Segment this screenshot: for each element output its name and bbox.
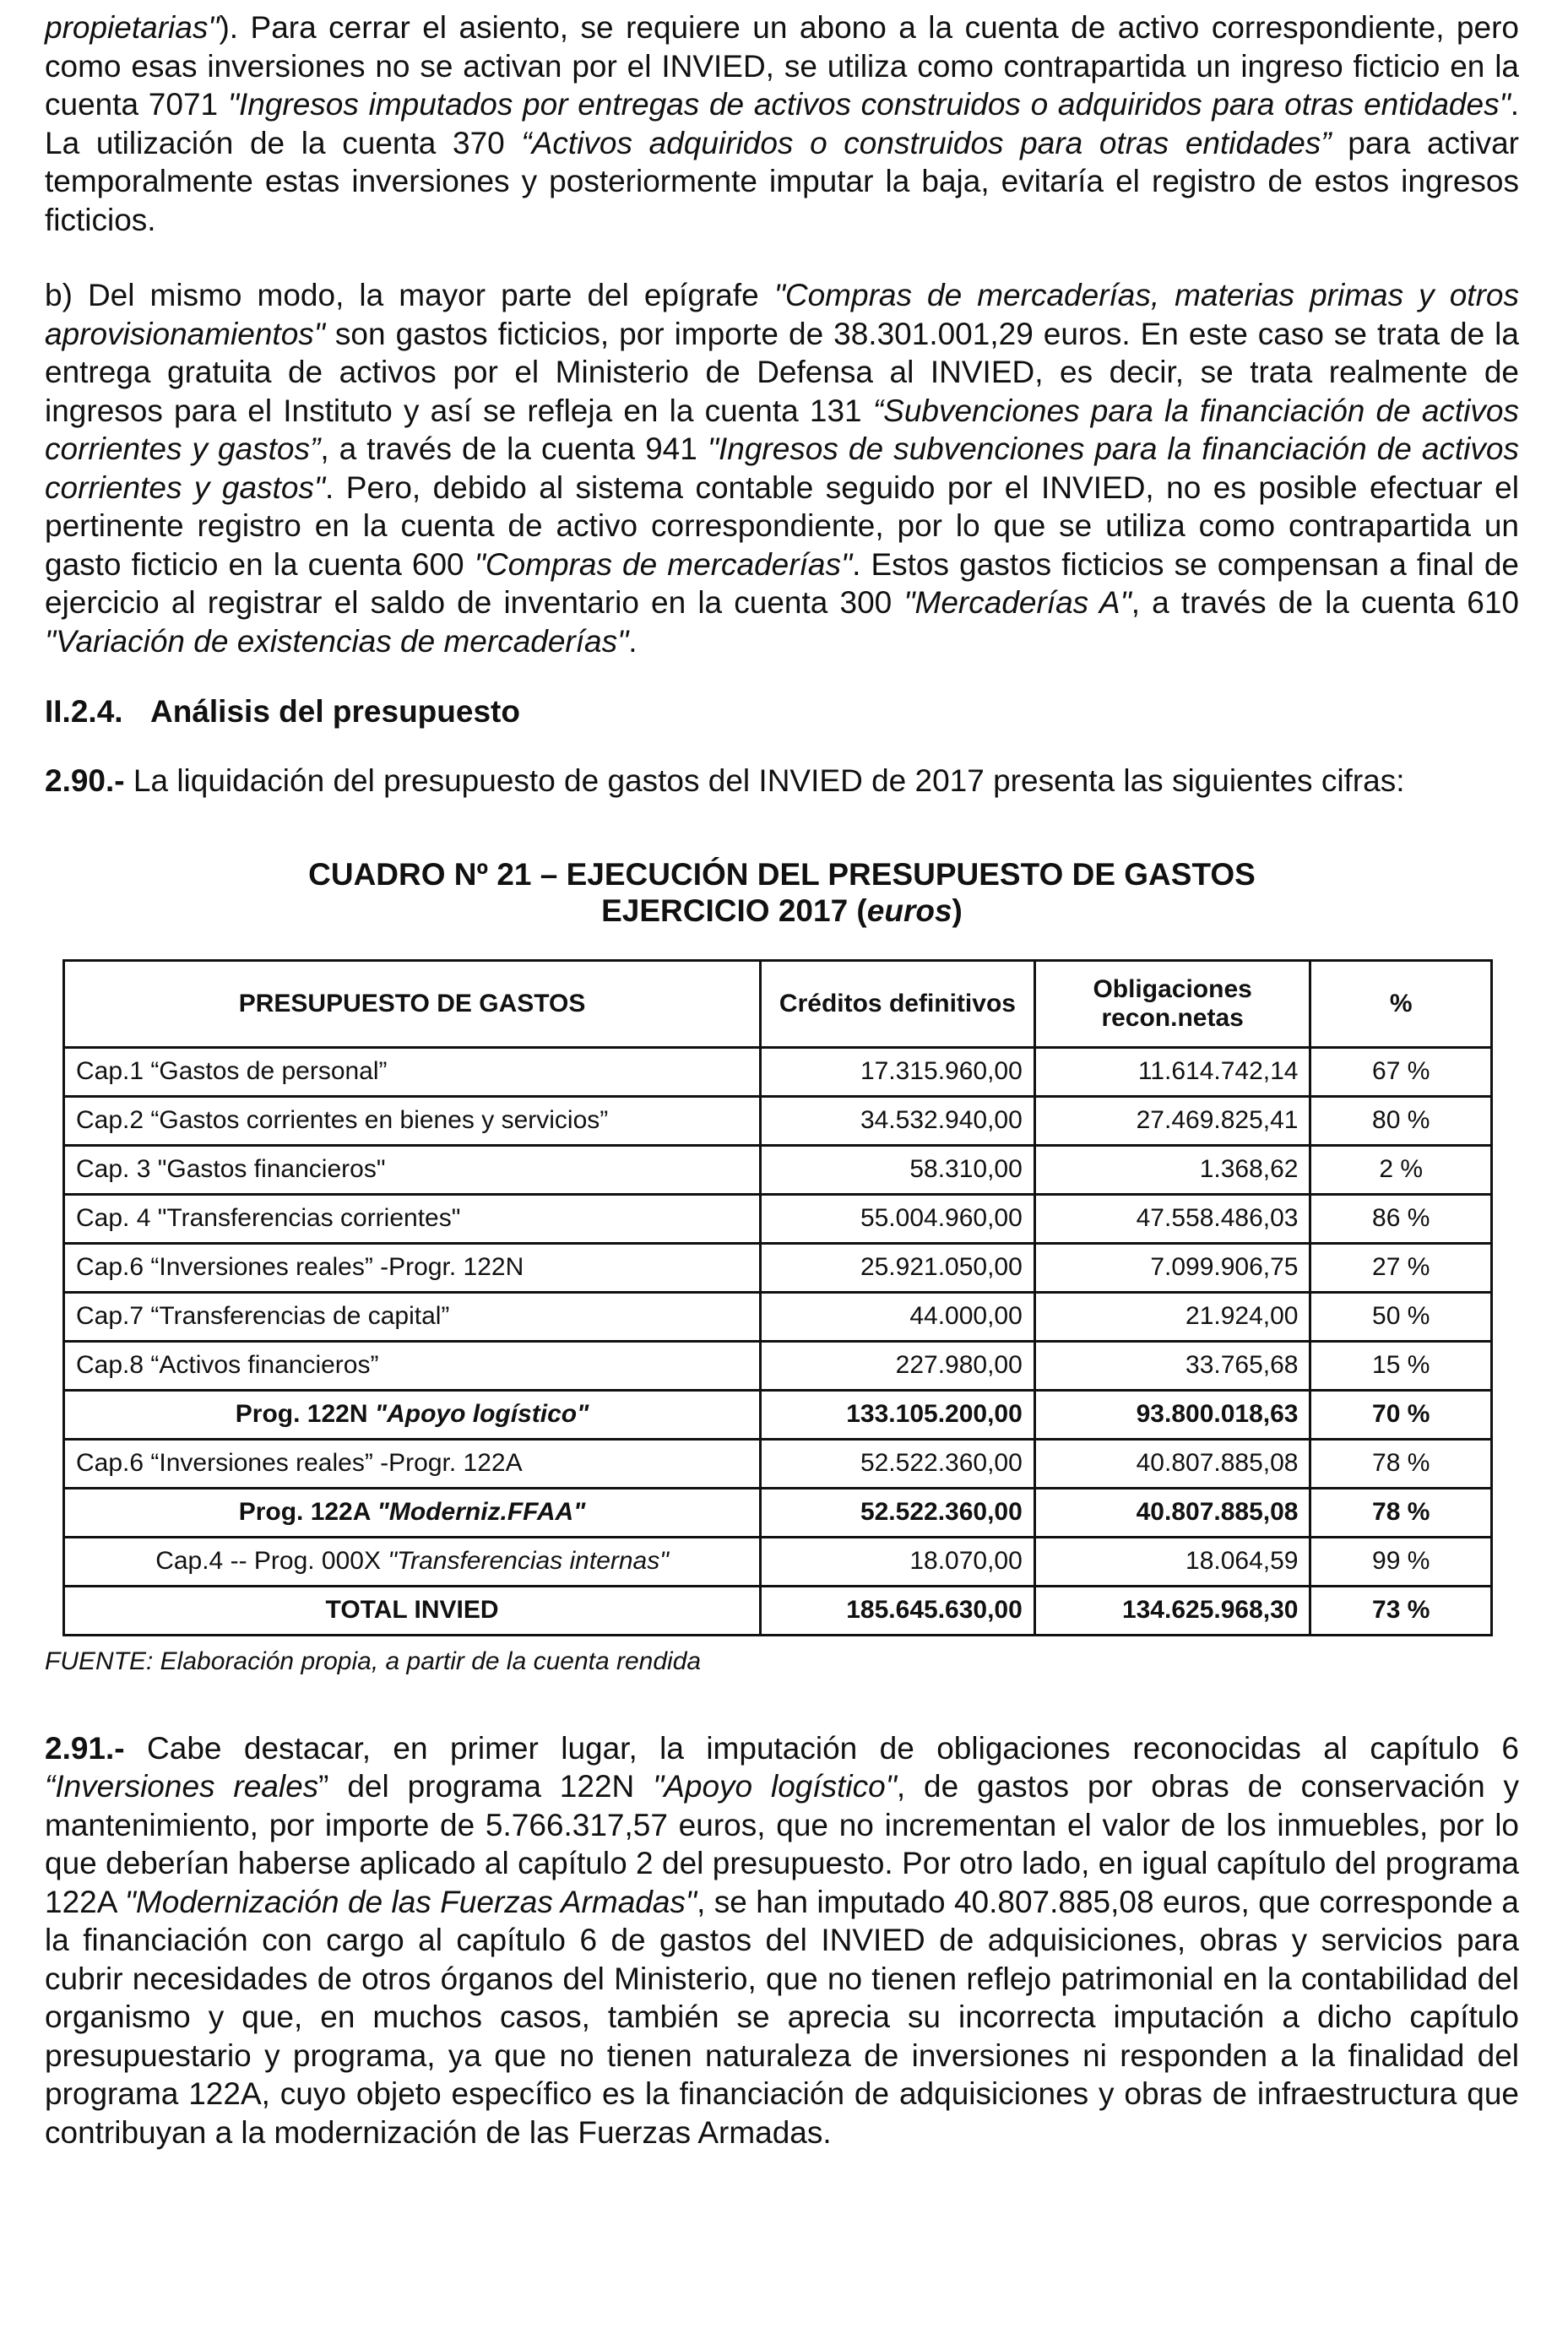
table-row: Cap.8 “Activos financieros” 227.980,00 33.765,68 15 % [64, 1341, 1492, 1390]
section-title: Análisis del presupuesto [150, 694, 520, 729]
header-pct: % [1310, 960, 1492, 1047]
table-row: Cap.1 “Gastos de personal” 17.315.960,00 11.614.742,14 67 % [64, 1047, 1492, 1096]
paragraph-2-91: 2.91.- Cabe destacar, en primer lugar, la imputación de obligaciones reconocidas al capítulo 6 “Inversiones reales” del programa 122N "Apoyo logístico", de gastos por obras de conservación y mantenimiento, por importe de 5.766.317,57 euros, que no incrementan el valor de los inmuebles, por lo que deberían haberse aplicado al capítulo 2 del presupuesto. Por otro lado, en igual capítulo del programa 122A "Modernización de las Fuerzas Armadas", se han imputado 40.807.885,08 euros, que corresponde a la financiación con cargo al capítulo 6 de gastos del INVIED de adquisiciones, obras y servicios para cubrir necesidades de otros órganos del Ministerio, que no tienen reflejo patrimonial en la contabilidad del organismo y que, en muchos casos, también se aprecia su incorrecta imputación a dicho capítulo presupuestario y programa, ya que no tienen naturaleza de inversiones ni responden a la finalidad del programa 122A, cuyo objeto específico es la financiación de adquisiciones y obras de infraestructura que contribuyan a la modernización de las Fuerzas Armadas. [45, 1730, 1519, 2150]
table-caption: CUADRO Nº 21 – EJECUCIÓN DEL PRESUPUESTO DE GASTOS EJERCICIO 2017 (euros) [308, 856, 1256, 928]
table-header-row [64, 960, 1492, 1047]
budget-table [62, 959, 1493, 1636]
table-row: Cap. 4 "Transferencias corrientes" 55.004.960,00 47.558.486,03 86 % [64, 1194, 1492, 1243]
paragraph-b: b) Del mismo modo, la mayor parte del epígrafe "Compras de mercaderías, materias primas y otros aprovisionamientos" son gastos ficticios, por importe de 38.301.001,29 euros. En este caso se trata de la entrega gratuita de activos por el Ministerio de Defensa al INVIED, es decir, se trata realmente de ingresos para el Instituto y así se refleja en la cuenta 131 “Subvenciones para la financiación de activos corrientes y gastos”, a través de la cuenta 941 "Ingresos de subvenciones para la financiación de activos corrientes y gastos". Pero, debido al sistema contable seguido por el INVIED, no es posible efectuar el pertinente registro en la cuenta de activo correspondiente, por lo que se utiliza como contrapartida un gasto ficticio en la cuenta 600 "Compras de mercaderías". Estos gastos ficticios se compensan a final de ejercicio al registrar el saldo de inventario en la cuenta 300 "Mercaderías A", a través de la cuenta 610 "Variación de existencias de mercaderías". [45, 278, 1520, 659]
table-subtotal-row: Prog. 122N "Apoyo logístico" 133.105.200,00 93.800.018,63 70 % [64, 1390, 1492, 1439]
paragraph-2-90: 2.90.- La liquidación del presupuesto de gastos del INVIED de 2017 presenta las siguientes cifras: [45, 763, 1405, 798]
paragraph-a: propietarias"). Para cerrar el asiento, se requiere un abono a la cuenta de activo correspondiente, pero como esas inversiones no se activan por el INVIED, se utiliza como contrapartida un ingreso ficticio en la cuenta 7071 "Ingresos imputados por entregas de activos construidos o adquiridos para otras entidades". La utilización de la cuenta 370 “Activos adquiridos o construidos para otras entidades” para activar temporalmente estas inversiones y posteriormente imputar la baja, evitaría el registro de estos ingresos ficticios. [45, 10, 1519, 237]
header-obligaciones: Obligaciones recon.netas [1034, 960, 1310, 1047]
table-row: Cap.7 “Transferencias de capital” 44.000,00 21.924,00 50 % [64, 1292, 1492, 1341]
document-page [45, 8, 1519, 2151]
table-row: Cap.6 “Inversiones reales” -Progr. 122A 52.522.360,00 40.807.885,08 78 % [64, 1439, 1492, 1488]
table-row: Cap. 3 "Gastos financieros" 58.310,00 1.368,62 2 % [64, 1145, 1492, 1194]
table-row: Cap.6 “Inversiones reales” -Progr. 122N 25.921.050,00 7.099.906,75 27 % [64, 1243, 1492, 1292]
header-presupuesto: PRESUPUESTO DE GASTOS [64, 960, 761, 1047]
table-row: Cap.2 “Gastos corrientes en bienes y servicios” 34.532.940,00 27.469.825,41 80 % [64, 1096, 1492, 1145]
section-heading [45, 692, 1519, 730]
table-row: Cap.4 -- Prog. 000X "Transferencias internas" 18.070,00 18.064,59 99 % [64, 1537, 1492, 1586]
table-total-row: TOTAL INVIED 185.645.630,00 134.625.968,30 73 % [64, 1586, 1492, 1635]
header-creditos: Créditos definitivos [761, 960, 1035, 1047]
table-source-note: FUENTE: Elaboración propia, a partir de la cuenta rendida [45, 1647, 702, 1675]
table-subtotal-row: Prog. 122A "Moderniz.FFAA" 52.522.360,00 40.807.885,08 78 % [64, 1488, 1492, 1537]
section-number: II.2.4. [45, 694, 123, 729]
